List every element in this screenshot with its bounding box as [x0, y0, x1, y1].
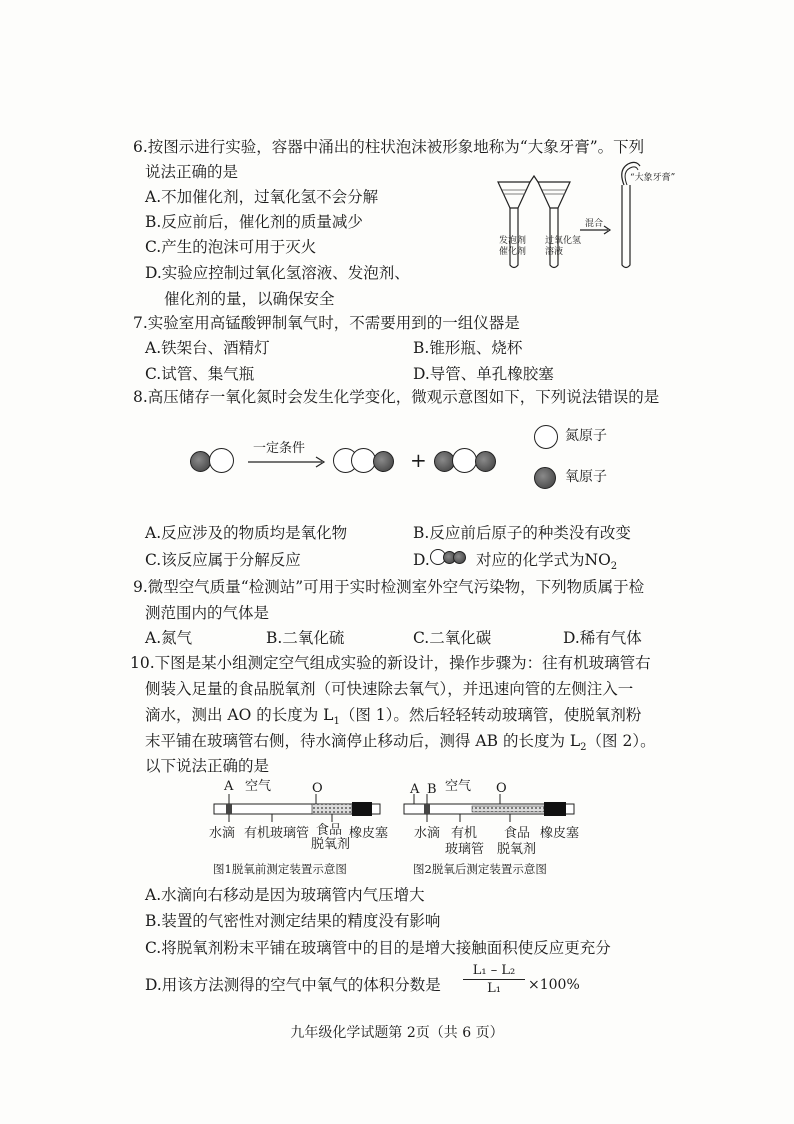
fig1-caption: 图1脱氧前测定装置示意图	[213, 862, 347, 876]
q6-option-b: B.反应前后，催化剂的质量减少	[145, 213, 363, 231]
oxygen-atom	[190, 451, 211, 472]
q7-stem: 7.实验室用高锰酸钾制氧气时，不需要用到的一组仪器是	[133, 314, 520, 332]
q7-option-a: A.铁架台、酒精灯	[145, 339, 270, 357]
legend-nitrogen-label: 氮原子	[565, 428, 607, 444]
q8-option-d-text: 对应的化学式为$NO_2$	[476, 551, 618, 573]
fig2-label-a: A	[410, 782, 420, 797]
nitrogen-atom	[452, 448, 477, 473]
legend-oxygen-label: 氧原子	[565, 469, 607, 485]
legend-oxygen-atom	[534, 467, 556, 489]
q8-condition-label: 一定条件	[253, 441, 306, 456]
q10-stem-line1: 10.下图是某小组测定空气组成实验的新设计，操作步骤为：往有机玻璃管右	[130, 654, 651, 672]
q6-option-c: C.产生的泡沫可用于灭火	[145, 238, 317, 256]
fig1-apparatus	[212, 790, 392, 830]
oxygen-atom	[373, 451, 394, 472]
plus-sign: +	[410, 448, 427, 472]
fig1-label-tube: 有机玻璃管	[244, 826, 310, 841]
fig1-label-air: 空气	[245, 779, 272, 794]
q10-option-c: C.将脱氧剂粉末平铺在玻璃管中的目的是增大接触面积使反应更充分	[145, 939, 611, 957]
q9-stem-line1: 9.微型空气质量“检测站”可用于实时检测室外空气污染物，下列物质属于检	[133, 578, 645, 596]
q9-option-a: A.氮气	[145, 629, 193, 647]
q6-option-a: A.不加催化剂，过氧化氢不会分解	[145, 188, 379, 206]
nitrogen-atom	[209, 448, 234, 473]
q6-fig-label-elephant-toothpaste: “大象牙膏”	[630, 173, 676, 183]
fig1-label-water-drop: 水滴	[209, 826, 236, 841]
legend-nitrogen-atom	[534, 425, 558, 449]
q6-stem-line2: 说法正确的是	[145, 163, 239, 181]
q6-fig-label-h2o2: 过氧化氢	[545, 236, 582, 246]
fig2-label-o: O	[496, 781, 507, 796]
q7-option-b: B.锥形瓶、烧杯	[413, 339, 523, 357]
q6-fig-label-foaming-agent: 发泡剂	[499, 236, 527, 246]
fig1-label-a: A	[224, 779, 234, 794]
q9-option-d: D.稀有气体	[563, 629, 642, 647]
q9-option-c: C.二氧化碳	[413, 629, 492, 647]
q10-stem-line4: 末平铺在玻璃管右侧，待水滴停止移动后，测得 AB 的长度为 $L_2$（图 2）。	[145, 732, 656, 754]
fraction-percent: ×100%	[528, 977, 580, 993]
fig2-label-deoxidizer-2: 脱氧剂	[497, 842, 537, 857]
fig2-label-water-drop: 水滴	[414, 826, 441, 841]
q6-fig-label-solution: 溶液	[545, 247, 564, 257]
fig2-label-tube-2: 玻璃管	[445, 842, 485, 857]
fig2-label-deoxidizer-1: 食品	[504, 826, 531, 841]
q8-option-d-prefix: D.	[413, 551, 430, 569]
q10-option-b: B.装置的气密性对测定结果的精度没有影响	[145, 912, 441, 930]
q9-option-b: B.二氧化硫	[266, 629, 345, 647]
q6-stem-line1: 6.按图示进行实验，容器中涌出的柱状泡沫被形象地称为“大象牙膏”。下列	[133, 138, 645, 156]
q7-option-d: D.导管、单孔橡胶塞	[413, 365, 554, 383]
q10-option-a: A.水滴向右移动是因为玻璃管内气压增大	[145, 886, 425, 904]
q6-option-d-line1: D.实验应控制过氧化氢溶液、发泡剂、	[145, 264, 410, 282]
fig1-label-o: O	[312, 781, 323, 796]
fig2-label-b: B	[427, 782, 437, 797]
fig2-caption: 图2脱氧后测定装置示意图	[413, 862, 547, 876]
q10-stem-line5: 以下说法正确的是	[145, 757, 270, 775]
fig2-label-tube-1: 有机	[451, 826, 478, 841]
fraction-denominator: L₁	[487, 981, 501, 996]
q8-stem: 8.高压储存一氧化氮时会发生化学变化，微观示意图如下，下列说法错误的是	[133, 388, 660, 406]
q10-stem-line3: 滴水，测出 AO 的长度为 $L_1$（图 1）。然后轻轻转动玻璃管，使脱氧剂粉	[145, 706, 642, 728]
fig1-label-deoxidizer-1: 食品	[316, 823, 343, 838]
fig2-label-stopper: 橡皮塞	[540, 826, 580, 841]
q10-stem-line2: 侧装入足量的食品脱氧剂（可快速除去氧气），并迅速向管的左侧注入一	[145, 680, 634, 698]
q6-fig-label-mix: 混合	[585, 219, 604, 229]
q8-option-b: B.反应前后原子的种类没有改变	[413, 524, 631, 542]
fig2-label-air: 空气	[445, 779, 472, 794]
no2-formula: NO	[584, 551, 611, 569]
fig1-label-deoxidizer-2: 脱氧剂	[311, 837, 351, 852]
fig1-label-stopper: 橡皮塞	[349, 826, 389, 841]
oxygen-atom	[475, 451, 496, 472]
q7-option-c: C.试管、集气瓶	[145, 365, 255, 383]
q8-option-c: C.该反应属于分解反应	[145, 551, 301, 569]
q6-fig-label-catalyst: 催化剂	[499, 247, 527, 257]
reaction-arrow-icon	[248, 456, 326, 468]
page-footer: 九年级化学试题第 2页（共 6 页）	[290, 1025, 504, 1041]
q8-option-a: A.反应涉及的物质均是氧化物	[145, 524, 348, 542]
fraction-numerator: L₁ – L₂	[463, 963, 525, 980]
q10-option-d: D.用该方法测得的空气中氧气的体积分数是	[145, 976, 441, 994]
q6-option-d-line2: 催化剂的量，以确保安全	[164, 290, 335, 308]
q9-stem-line2: 测范围内的气体是	[145, 604, 270, 622]
oxygen-atom	[453, 551, 466, 564]
